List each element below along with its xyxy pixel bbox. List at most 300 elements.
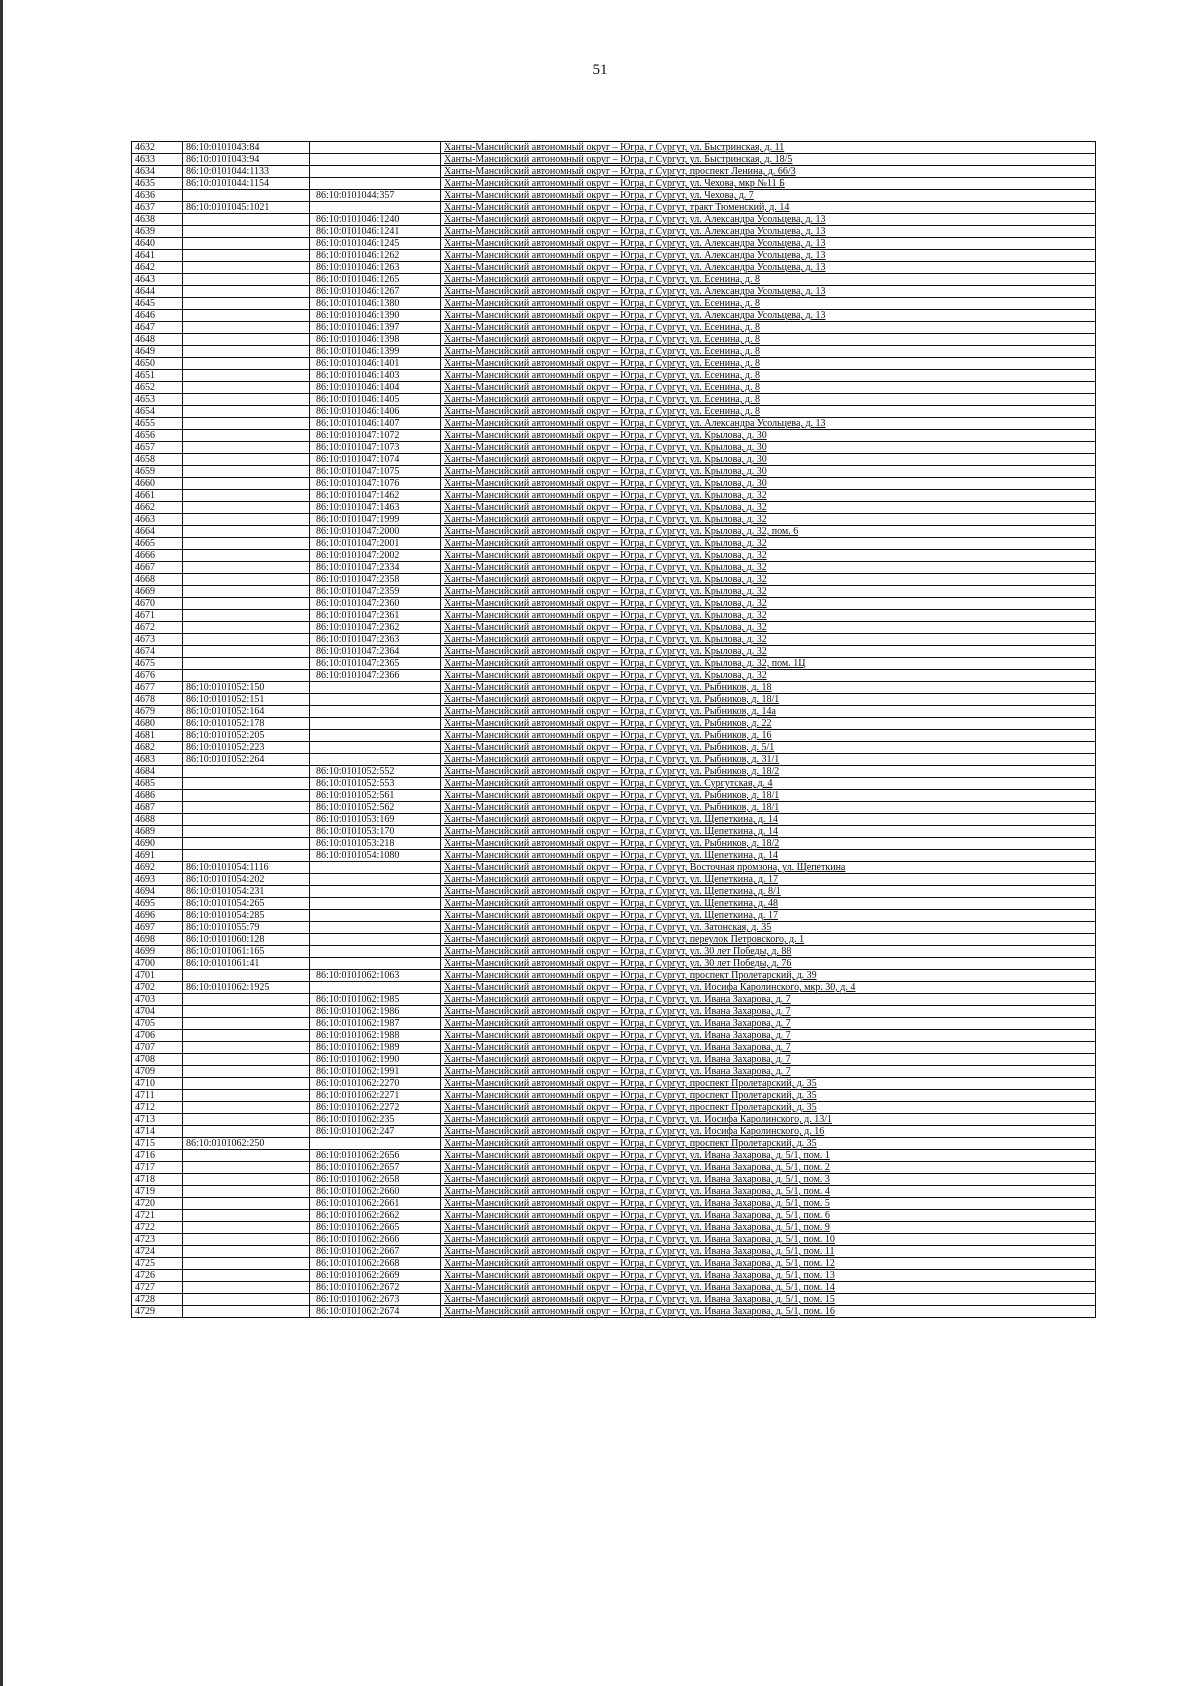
parcel-cadastral-number-cell [183,778,310,790]
parcel-cadastral-number-cell [183,790,310,802]
parcel-cadastral-number-cell [183,814,310,826]
table-row [132,394,1096,406]
parcel-cadastral-number-cell [183,418,310,430]
row-number-cell: 4661 [132,490,183,502]
building-cadastral-number-cell: 86:10:0101062:2667 [310,1246,441,1258]
parcel-cadastral-number-cell [183,1186,310,1198]
row-number-cell: 4696 [132,910,183,922]
parcel-cadastral-number-cell [183,1114,310,1126]
address-cell: Ханты-Мансийский автономный округ – Югра, г Сургут, ул. Ивана Захарова, д. 5/1, пом. 9 [441,1222,1096,1234]
address-cell: Ханты-Мансийский автономный округ – Югра, г Сургут, ул. Ивана Захарова, д. 5/1, пом. 10 [441,1234,1096,1246]
row-number-cell: 4713 [132,1114,183,1126]
parcel-cadastral-number-cell [183,622,310,634]
parcel-cadastral-number-cell [183,274,310,286]
row-number-cell: 4716 [132,1150,183,1162]
building-cadastral-number-cell: 86:10:0101047:1076 [310,478,441,490]
building-cadastral-number-cell: 86:10:0101047:2363 [310,634,441,646]
parcel-cadastral-number-cell [183,970,310,982]
table-row [132,430,1096,442]
row-number-cell: 4687 [132,802,183,814]
row-number-cell: 4636 [132,190,183,202]
table-row [132,1102,1096,1114]
table-row [132,478,1096,490]
table-row [132,346,1096,358]
row-number-cell: 4686 [132,790,183,802]
parcel-cadastral-number-cell [183,490,310,502]
address-cell: Ханты-Мансийский автономный округ – Югра, г Сургут, Восточная промзона, ул. Щепеткина [441,862,1096,874]
parcel-cadastral-number-cell: 86:10:0101052:178 [183,718,310,730]
address-cell: Ханты-Мансийский автономный округ – Югра, г Сургут, ул. 30 лет Победы, д. 88 [441,946,1096,958]
building-cadastral-number-cell [310,946,441,958]
table-row [132,1174,1096,1186]
building-cadastral-number-cell [310,874,441,886]
building-cadastral-number-cell: 86:10:0101047:2360 [310,598,441,610]
address-cell: Ханты-Мансийский автономный округ – Югра, г Сургут, ул. Рыбников, д. 18/1 [441,694,1096,706]
row-number-cell: 4725 [132,1258,183,1270]
row-number-cell: 4669 [132,586,183,598]
parcel-cadastral-number-cell: 86:10:0101044:1133 [183,166,310,178]
row-number-cell: 4710 [132,1078,183,1090]
table-row [132,946,1096,958]
address-cell: Ханты-Мансийский автономный округ – Югра, г Сургут, ул. Ивана Захарова, д. 5/1, пом. 1 [441,1150,1096,1162]
address-cell: Ханты-Мансийский автономный округ – Югра, г Сургут, переулок Петровского, д. 1 [441,934,1096,946]
parcel-cadastral-number-cell: 86:10:0101062:1925 [183,982,310,994]
row-number-cell: 4705 [132,1018,183,1030]
parcel-cadastral-number-cell [183,562,310,574]
table-row [132,910,1096,922]
table-row [132,190,1096,202]
table-row [132,178,1096,190]
row-number-cell: 4712 [132,1102,183,1114]
address-cell: Ханты-Мансийский автономный округ – Югра, г Сургут, ул. Крылова, д. 32 [441,502,1096,514]
address-cell: Ханты-Мансийский автономный округ – Югра, г Сургут, ул. Быстринская, д. 11 [441,142,1096,154]
building-cadastral-number-cell [310,982,441,994]
building-cadastral-number-cell [310,922,441,934]
parcel-cadastral-number-cell [183,1282,310,1294]
address-cell: Ханты-Мансийский автономный округ – Югра, г Сургут, ул. Ивана Захарова, д. 5/1, пом. 15 [441,1294,1096,1306]
address-cell: Ханты-Мансийский автономный округ – Югра, г Сургут, ул. Ивана Захарова, д. 5/1, пом. 5 [441,1198,1096,1210]
parcel-cadastral-number-cell [183,1090,310,1102]
address-cell: Ханты-Мансийский автономный округ – Югра, г Сургут, проспект Пролетарский, д. 35 [441,1078,1096,1090]
address-cell: Ханты-Мансийский автономный округ – Югра, г Сургут, проспект Пролетарский, д. 35 [441,1102,1096,1114]
address-cell: Ханты-Мансийский автономный округ – Югра, г Сургут, ул. Ивана Захарова, д. 7 [441,1030,1096,1042]
building-cadastral-number-cell: 86:10:0101052:553 [310,778,441,790]
parcel-cadastral-number-cell: 86:10:0101061:41 [183,958,310,970]
table-row [132,382,1096,394]
building-cadastral-number-cell: 86:10:0101047:1073 [310,442,441,454]
parcel-cadastral-number-cell [183,454,310,466]
building-cadastral-number-cell [310,862,441,874]
building-cadastral-number-cell: 86:10:0101054:1080 [310,850,441,862]
building-cadastral-number-cell [310,142,441,154]
parcel-cadastral-number-cell [183,586,310,598]
address-cell: Ханты-Мансийский автономный округ – Югра, г Сургут, тракт Тюменский, д. 14 [441,202,1096,214]
row-number-cell: 4722 [132,1222,183,1234]
parcel-cadastral-number-cell: 86:10:0101044:1154 [183,178,310,190]
address-cell: Ханты-Мансийский автономный округ – Югра, г Сургут, ул. 30 лет Победы, д. 76 [441,958,1096,970]
row-number-cell: 4682 [132,742,183,754]
address-cell: Ханты-Мансийский автономный округ – Югра, г Сургут, ул. Александра Усольцева, д. 13 [441,286,1096,298]
building-cadastral-number-cell: 86:10:0101047:2000 [310,526,441,538]
parcel-cadastral-number-cell [183,1102,310,1114]
row-number-cell: 4717 [132,1162,183,1174]
building-cadastral-number-cell: 86:10:0101062:1985 [310,994,441,1006]
building-cadastral-number-cell: 86:10:0101046:1404 [310,382,441,394]
parcel-cadastral-number-cell [183,526,310,538]
parcel-cadastral-number-cell [183,322,310,334]
row-number-cell: 4676 [132,670,183,682]
parcel-cadastral-number-cell [183,1210,310,1222]
address-cell: Ханты-Мансийский автономный округ – Югра, г Сургут, ул. Ивана Захарова, д. 7 [441,1066,1096,1078]
table-row [132,934,1096,946]
table-row [132,322,1096,334]
row-number-cell: 4727 [132,1282,183,1294]
parcel-cadastral-number-cell: 86:10:0101052:151 [183,694,310,706]
row-number-cell: 4714 [132,1126,183,1138]
table-row [132,526,1096,538]
row-number-cell: 4701 [132,970,183,982]
parcel-cadastral-number-cell [183,250,310,262]
building-cadastral-number-cell: 86:10:0101062:2658 [310,1174,441,1186]
table-row [132,838,1096,850]
parcel-cadastral-number-cell [183,1006,310,1018]
parcel-cadastral-number-cell [183,442,310,454]
row-number-cell: 4685 [132,778,183,790]
parcel-cadastral-number-cell [183,826,310,838]
table-row [132,1090,1096,1102]
row-number-cell: 4724 [132,1246,183,1258]
table-row [132,982,1096,994]
building-cadastral-number-cell [310,898,441,910]
parcel-cadastral-number-cell [183,334,310,346]
table-row [132,1306,1096,1318]
building-cadastral-number-cell: 86:10:0101062:1991 [310,1066,441,1078]
row-number-cell: 4694 [132,886,183,898]
address-cell: Ханты-Мансийский автономный округ – Югра, г Сургут, ул. Александра Усольцева, д. 13 [441,262,1096,274]
address-cell: Ханты-Мансийский автономный округ – Югра, г Сургут, ул. Крылова, д. 30 [441,454,1096,466]
parcel-cadastral-number-cell: 86:10:0101054:265 [183,898,310,910]
table-row [132,286,1096,298]
building-cadastral-number-cell [310,754,441,766]
address-cell: Ханты-Мансийский автономный округ – Югра, г Сургут, ул. Александра Усольцева, д. 13 [441,238,1096,250]
address-cell: Ханты-Мансийский автономный округ – Югра, г Сургут, ул. Рыбников, д. 31/1 [441,754,1096,766]
row-number-cell: 4690 [132,838,183,850]
parcel-cadastral-number-cell [183,802,310,814]
row-number-cell: 4719 [132,1186,183,1198]
row-number-cell: 4653 [132,394,183,406]
address-cell: Ханты-Мансийский автономный округ – Югра, г Сургут, ул. Ивана Захарова, д. 7 [441,1018,1096,1030]
table-row [132,850,1096,862]
row-number-cell: 4711 [132,1090,183,1102]
table-row [132,226,1096,238]
row-number-cell: 4691 [132,850,183,862]
table-row [132,658,1096,670]
row-number-cell: 4666 [132,550,183,562]
table-row [132,718,1096,730]
building-cadastral-number-cell: 86:10:0101052:552 [310,766,441,778]
address-cell: Ханты-Мансийский автономный округ – Югра, г Сургут, ул. Рыбников, д. 18/1 [441,802,1096,814]
row-number-cell: 4692 [132,862,183,874]
address-cell: Ханты-Мансийский автономный округ – Югра, г Сургут, ул. Крылова, д. 32 [441,490,1096,502]
building-cadastral-number-cell: 86:10:0101047:2002 [310,550,441,562]
parcel-cadastral-number-cell [183,838,310,850]
row-number-cell: 4647 [132,322,183,334]
building-cadastral-number-cell: 86:10:0101047:1072 [310,430,441,442]
parcel-cadastral-number-cell [183,430,310,442]
table-row [132,742,1096,754]
building-cadastral-number-cell: 86:10:0101047:2364 [310,646,441,658]
address-cell: Ханты-Мансийский автономный округ – Югра, г Сургут, ул. Щепеткина, д. 14 [441,814,1096,826]
table-row [132,622,1096,634]
building-cadastral-number-cell: 86:10:0101062:1988 [310,1030,441,1042]
building-cadastral-number-cell: 86:10:0101047:1462 [310,490,441,502]
parcel-cadastral-number-cell [183,298,310,310]
table-row [132,682,1096,694]
building-cadastral-number-cell: 86:10:0101047:2366 [310,670,441,682]
parcel-cadastral-number-cell: 86:10:0101062:250 [183,1138,310,1150]
parcel-cadastral-number-cell [183,1222,310,1234]
table-row [132,898,1096,910]
parcel-cadastral-number-cell [183,1258,310,1270]
row-number-cell: 4660 [132,478,183,490]
table-row [132,1078,1096,1090]
table-row [132,1162,1096,1174]
parcel-cadastral-number-cell [183,1246,310,1258]
row-number-cell: 4678 [132,694,183,706]
table-row [132,706,1096,718]
building-cadastral-number-cell: 86:10:0101053:170 [310,826,441,838]
parcel-cadastral-number-cell: 86:10:0101043:94 [183,154,310,166]
building-cadastral-number-cell: 86:10:0101062:2672 [310,1282,441,1294]
table-row [132,1234,1096,1246]
row-number-cell: 4681 [132,730,183,742]
address-cell: Ханты-Мансийский автономный округ – Югра, г Сургут, ул. Чехова, мкр №11 Б [441,178,1096,190]
row-number-cell: 4639 [132,226,183,238]
building-cadastral-number-cell: 86:10:0101046:1406 [310,406,441,418]
address-cell: Ханты-Мансийский автономный округ – Югра, г Сургут, проспект Пролетарский, д. 39 [441,970,1096,982]
building-cadastral-number-cell [310,202,441,214]
table-row [132,1018,1096,1030]
building-cadastral-number-cell [310,1138,441,1150]
row-number-cell: 4635 [132,178,183,190]
building-cadastral-number-cell [310,682,441,694]
address-cell: Ханты-Мансийский автономный округ – Югра, г Сургут, ул. Щепеткина, д. 48 [441,898,1096,910]
parcel-cadastral-number-cell [183,406,310,418]
table-row [132,358,1096,370]
table-row [132,970,1096,982]
row-number-cell: 4657 [132,442,183,454]
address-cell: Ханты-Мансийский автономный округ – Югра, г Сургут, ул. Крылова, д. 32 [441,610,1096,622]
parcel-cadastral-number-cell [183,1066,310,1078]
parcel-cadastral-number-cell [183,1306,310,1318]
parcel-cadastral-number-cell [183,994,310,1006]
parcel-cadastral-number-cell [183,226,310,238]
address-cell: Ханты-Мансийский автономный округ – Югра, г Сургут, ул. Ивана Захарова, д. 5/1, пом. 11 [441,1246,1096,1258]
parcel-cadastral-number-cell: 86:10:0101060:128 [183,934,310,946]
row-number-cell: 4684 [132,766,183,778]
row-number-cell: 4673 [132,634,183,646]
building-cadastral-number-cell: 86:10:0101046:1240 [310,214,441,226]
address-cell: Ханты-Мансийский автономный округ – Югра, г Сургут, ул. Есенина, д. 8 [441,382,1096,394]
row-number-cell: 4680 [132,718,183,730]
row-number-cell: 4702 [132,982,183,994]
table-row [132,766,1096,778]
parcel-cadastral-number-cell: 86:10:0101054:202 [183,874,310,886]
address-cell: Ханты-Мансийский автономный округ – Югра, г Сургут, ул. Ивана Захарова, д. 7 [441,1006,1096,1018]
row-number-cell: 4642 [132,262,183,274]
row-number-cell: 4720 [132,1198,183,1210]
address-cell: Ханты-Мансийский автономный округ – Югра, г Сургут, ул. Есенина, д. 8 [441,370,1096,382]
row-number-cell: 4688 [132,814,183,826]
address-cell: Ханты-Мансийский автономный округ – Югра, г Сургут, ул. Крылова, д. 32 [441,562,1096,574]
table-row [132,454,1096,466]
table-row [132,1006,1096,1018]
row-number-cell: 4648 [132,334,183,346]
table-row [132,958,1096,970]
address-cell: Ханты-Мансийский автономный округ – Югра, г Сургут, ул. Крылова, д. 32 [441,646,1096,658]
address-cell: Ханты-Мансийский автономный округ – Югра, г Сургут, ул. Ивана Захарова, д. 7 [441,1042,1096,1054]
row-number-cell: 4634 [132,166,183,178]
row-number-cell: 4632 [132,142,183,154]
row-number-cell: 4641 [132,250,183,262]
parcel-cadastral-number-cell [183,1174,310,1186]
address-cell: Ханты-Мансийский автономный округ – Югра, г Сургут, ул. Ивана Захарова, д. 5/1, пом. 14 [441,1282,1096,1294]
row-number-cell: 4671 [132,610,183,622]
address-cell: Ханты-Мансийский автономный округ – Югра, г Сургут, ул. Александра Усольцева, д. 13 [441,250,1096,262]
table-row [132,442,1096,454]
row-number-cell: 4723 [132,1234,183,1246]
scan-edge-shadow [0,0,3,1686]
parcel-cadastral-number-cell: 86:10:0101052:264 [183,754,310,766]
table-row [132,1246,1096,1258]
table-row [132,574,1096,586]
address-cell: Ханты-Мансийский автономный округ – Югра, г Сургут, ул. Щепеткина, д. 8/1 [441,886,1096,898]
building-cadastral-number-cell: 86:10:0101052:562 [310,802,441,814]
building-cadastral-number-cell: 86:10:0101047:1074 [310,454,441,466]
address-cell: Ханты-Мансийский автономный округ – Югра, г Сургут, ул. Рыбников, д. 14а [441,706,1096,718]
address-cell: Ханты-Мансийский автономный округ – Югра, г Сургут, ул. Крылова, д. 32 [441,634,1096,646]
table-row [132,562,1096,574]
parcel-cadastral-number-cell [183,550,310,562]
address-cell: Ханты-Мансийский автономный округ – Югра, г Сургут, ул. Иосифа Каролинского, мкр. 30, д. 4 [441,982,1096,994]
building-cadastral-number-cell: 86:10:0101062:2669 [310,1270,441,1282]
row-number-cell: 4667 [132,562,183,574]
table-row [132,1138,1096,1150]
address-cell: Ханты-Мансийский автономный округ – Югра, г Сургут, ул. Ивана Захарова, д. 5/1, пом. 4 [441,1186,1096,1198]
building-cadastral-number-cell [310,742,441,754]
row-number-cell: 4721 [132,1210,183,1222]
building-cadastral-number-cell [310,958,441,970]
parcel-cadastral-number-cell [183,514,310,526]
row-number-cell: 4638 [132,214,183,226]
table-row [132,1210,1096,1222]
parcel-cadastral-number-cell [183,358,310,370]
table-row [132,310,1096,322]
parcel-cadastral-number-cell [183,1018,310,1030]
address-cell: Ханты-Мансийский автономный округ – Югра, г Сургут, ул. Сургутская, д. 4 [441,778,1096,790]
address-cell: Ханты-Мансийский автономный округ – Югра, г Сургут, ул. Крылова, д. 30 [441,442,1096,454]
address-cell: Ханты-Мансийский автономный округ – Югра, г Сургут, ул. Рыбников, д. 22 [441,718,1096,730]
row-number-cell: 4689 [132,826,183,838]
row-number-cell: 4708 [132,1054,183,1066]
address-cell: Ханты-Мансийский автономный округ – Югра, г Сургут, проспект Пролетарский, д. 35 [441,1090,1096,1102]
row-number-cell: 4707 [132,1042,183,1054]
parcel-cadastral-number-cell [183,238,310,250]
parcel-cadastral-number-cell: 86:10:0101054:1116 [183,862,310,874]
row-number-cell: 4662 [132,502,183,514]
building-cadastral-number-cell: 86:10:0101046:1407 [310,418,441,430]
address-cell: Ханты-Мансийский автономный округ – Югра, г Сургут, ул. Крылова, д. 32 [441,670,1096,682]
row-number-cell: 4644 [132,286,183,298]
building-cadastral-number-cell: 86:10:0101046:1267 [310,286,441,298]
building-cadastral-number-cell: 86:10:0101062:2668 [310,1258,441,1270]
building-cadastral-number-cell: 86:10:0101062:2271 [310,1090,441,1102]
parcel-cadastral-number-cell [183,574,310,586]
table-row [132,874,1096,886]
table-row [132,490,1096,502]
address-cell: Ханты-Мансийский автономный округ – Югра, г Сургут, проспект Ленина, д. 66/3 [441,166,1096,178]
building-cadastral-number-cell: 86:10:0101047:2362 [310,622,441,634]
building-cadastral-number-cell: 86:10:0101052:561 [310,790,441,802]
building-cadastral-number-cell: 86:10:0101047:1999 [310,514,441,526]
building-cadastral-number-cell [310,178,441,190]
building-cadastral-number-cell [310,934,441,946]
table-row [132,1054,1096,1066]
row-number-cell: 4640 [132,238,183,250]
parcel-cadastral-number-cell [183,394,310,406]
table-row [132,1198,1096,1210]
row-number-cell: 4672 [132,622,183,634]
building-cadastral-number-cell: 86:10:0101046:1401 [310,358,441,370]
address-cell: Ханты-Мансийский автономный округ – Югра, г Сургут, ул. Есенина, д. 8 [441,334,1096,346]
row-number-cell: 4699 [132,946,183,958]
parcel-cadastral-number-cell [183,598,310,610]
parcel-cadastral-number-cell [183,1234,310,1246]
table-row [132,166,1096,178]
building-cadastral-number-cell [310,706,441,718]
table-row [132,1030,1096,1042]
building-cadastral-number-cell: 86:10:0101062:247 [310,1126,441,1138]
parcel-cadastral-number-cell: 86:10:0101054:285 [183,910,310,922]
row-number-cell: 4700 [132,958,183,970]
address-cell: Ханты-Мансийский автономный округ – Югра, г Сургут, ул. Рыбников, д. 18/1 [441,790,1096,802]
row-number-cell: 4683 [132,754,183,766]
row-number-cell: 4655 [132,418,183,430]
parcel-cadastral-number-cell [183,610,310,622]
address-cell: Ханты-Мансийский автономный округ – Югра, г Сургут, ул. Ивана Захарова, д. 5/1, пом. 2 [441,1162,1096,1174]
table-row [132,598,1096,610]
parcel-cadastral-number-cell [183,286,310,298]
parcel-cadastral-number-cell [183,1078,310,1090]
address-cell: Ханты-Мансийский автономный округ – Югра, г Сургут, ул. Крылова, д. 32 [441,586,1096,598]
row-number-cell: 4679 [132,706,183,718]
table-row [132,1258,1096,1270]
parcel-cadastral-number-cell [183,1126,310,1138]
row-number-cell: 4718 [132,1174,183,1186]
address-cell: Ханты-Мансийский автономный округ – Югра, г Сургут, ул. Рыбников, д. 18 [441,682,1096,694]
table-row [132,586,1096,598]
address-cell: Ханты-Мансийский автономный округ – Югра, г Сургут, ул. Крылова, д. 32, пом. 1Ц [441,658,1096,670]
address-cell: Ханты-Мансийский автономный округ – Югра, г Сургут, ул. Есенина, д. 8 [441,274,1096,286]
row-number-cell: 4645 [132,298,183,310]
building-cadastral-number-cell: 86:10:0101046:1403 [310,370,441,382]
parcel-cadastral-number-cell [183,370,310,382]
row-number-cell: 4633 [132,154,183,166]
table-row [132,610,1096,622]
building-cadastral-number-cell: 86:10:0101062:2270 [310,1078,441,1090]
address-cell: Ханты-Мансийский автономный округ – Югра, г Сургут, ул. Есенина, д. 8 [441,406,1096,418]
address-cell: Ханты-Мансийский автономный округ – Югра, г Сургут, ул. Рыбников, д. 5/1 [441,742,1096,754]
